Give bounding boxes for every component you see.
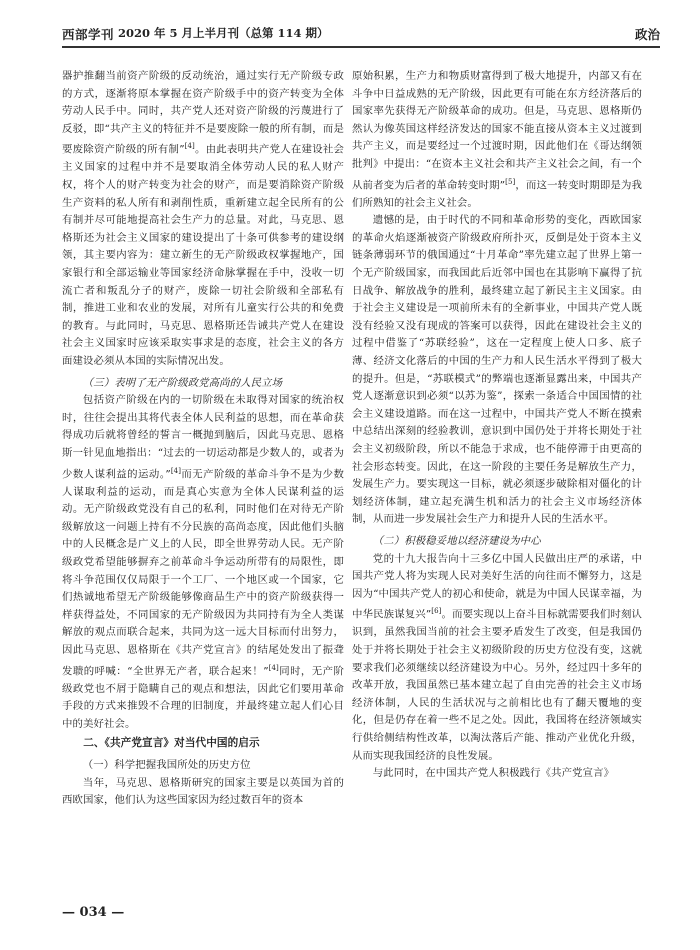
header-journal-info (62, 25, 329, 46)
paragraph: 与此同时，在中国共产党人积极践行《共产党宣言》 (372, 767, 615, 780)
issue-info: 2020 年 5 月上半月刊（总第 114 期） (118, 26, 329, 40)
paragraph: 当年，马克思、恩格斯研究的国家主要是以英国为首的西欧国家，他们认为这些国家因为经过数百年的资本 (62, 776, 344, 807)
citation[interactable]: [4] (170, 466, 182, 475)
paragraph: 党的十九大报告向十三多亿中国人民做出庄严的承诺，中国共产党人将为实现人民对美好生活的向往而不懈努力，这是因为“中国共产党人的初心和使命，就是为中国人民谋幸福，为中华民族谋复兴”[6]。而要实现以上奋斗目标就需要我们时刻认识到，虽然我国当前的社会主要矛盾发生了改变，但是我国仍处于并将长期处于社会主义初级阶段的历史方位没有变，这就要求我们必须继续以经济建设为中心。另外，经过四十多年的改革开放，我国虽然已基本建立起了自由完善的社会主义市场经济体制，人民的生活状况与之前相比也有了翻天覆地的变化，但是仍存在着一些不足之处。因此，我国将在经济领域实行供给侧结构性改革，以淘汰落后产能、推动产业优化升级，从而实现我国经济的良性发展。 (352, 552, 642, 762)
citation[interactable]: [4] (184, 142, 195, 151)
paragraph: 包括资产阶级在内的一切阶级在未取得对国家的统治权时，往往会提出其将代表全体人民利益的思想，而在革命获得成功后就将曾经的誓言一概抛到脑后，因此马克思、恩格斯一针见血地指出：“过去的一切运动都是少数人的，或者为少数人谋利益的运动。”[4]而无产阶级的革命斗争不是为少数人谋取利益的运动，而是真心实意为全体人民谋利益的运动。无产阶级政党没有自己的私利，同时他们在对待无产阶级解放这一问题上持有不分民族的高尚态度，因此他们头脑中的人民概念是广义上的人民，即全世界劳动人民。无产阶级政党希望能够摒弃之前革命斗争运动所带有的局限性，即将斗争范围仅仅局限于一个工厂、一个地区或一个国家，它们热诚地希望无产阶级能够像商品生产中的资产阶级获得一样获得益处，不同国家的无产阶级因为共同持有为全人类谋解放的观点而联合起来，共同为这一远大目标而付出努力，因此马克思、恩格斯在《共产党宣言》的结尾处发出了振聋发聩的呼喊：“全世界无产者，联合起来！”[4]同时，无产阶级政党也不屑于隐瞒自己的观点和想法，因此它们要用革命手段的方式来推毁不合理的旧制度，并最终建立起人们心目中的美好社会。 (62, 394, 344, 730)
paragraph: 遗憾的是，由于时代的不同和革命形势的变化，西欧国家的革命火焰逐渐被资产阶级政府所扑灭，反倒是处于资本主义链条薄弱环节的俄国通过“十月革命”率先建立起了世界上第一个无产阶级国家，而我国此后近邻中国也在其影响下赢得了抗日战争、解放战争的胜利，最终建立起了新民主主义国家。由于社会主义建设是一项前所未有的全新事业，中国共产党人既没有经验又没有现成的答案可以获得，因此在建设社会主义的过程中借鉴了“苏联经验”，这在一定程度上使人口多、底子薄、经济文化落后的中国的生产力和人民生活水平得到了极大的提升。但是，“苏联模式”的弊端也逐渐显露出来，中国共产党人逐渐意识到必须“以苏为鉴”，探索一条适合中国国情的社会主义建设道路。而在这一过程中，中国共产党人不断在摸索中总结出深刻的经验教训，意识到中国仍处于并将长期处于社会主义初级阶段，所以不能急于求成，也不能停滞于由更高的社会形态转变。因此，在这一阶段的主要任务是解放生产力，发展生产力。要实现这一目标，就必须逐步破除相对僵化的计划经济体制，建立起充满生机和活力的社会主义市场经济体制，从而进一步发展社会生产力和提升人民的生活水平。 (352, 214, 642, 526)
left-column (62, 68, 344, 810)
citation[interactable]: [6] (431, 607, 442, 616)
citation[interactable]: [5] (505, 177, 516, 186)
right-column (352, 68, 642, 783)
citation[interactable]: [4] (268, 663, 279, 672)
subsection-heading: （三）表明了无产阶级政党高尚的人民立场 (82, 376, 283, 389)
paragraph: 原始积累，生产力和物质财富得到了极大地提升，内部又有在斗争中日益成熟的无产阶级，因此更有可能在东方经济落后的国家率先获得无产阶级革命的成功。但是，马克思、恩格斯仍然认为像英国这样经济发达的国家不能直接从资本主义过渡到共产主义，而是要经过一个过渡时期，因此他们在《哥达纲领批判》中提出：“在资本主义社会和共产主义社会之间，有一个从前者变为后者的革命转变时期”[5]，而这一转变时期即是为我们所熟知的社会主义社会。 (352, 70, 643, 209)
section-heading: 二、《共产党宣言》对当代中国的启示 (83, 737, 260, 750)
section-label: 政治 (634, 27, 660, 42)
subsection-heading: （二）积极稳妥地以经济建设为中心 (372, 534, 541, 547)
journal-name: 西部学刊 (62, 27, 115, 42)
subsection-heading: （一）科学把握我国所处的历史方位 (82, 758, 251, 771)
paragraph: 器护推翻当前资产阶级的反动统治，通过实行无产阶级专政的方式，逐渐将原本掌握在资产阶级手中的资产转变为全体劳动人民手中。同时，共产党人还对资产阶级的污蔑进行了反驳，即“共产主义的特征并不是要废除一般的所有制，而是要废除资产阶级的所有制”[4]。由此表明共产党人在建设社会主义国家的过程中并不是要取消全体劳动人民的私人财产权，将个人的财产转变为社会的财产，而是要消除资产阶级生产资料的私人所有和剥削性质，重新建立起全民所有的公有制并尽可能地提高社会生产力的总量。对此，马克思、恩格斯还为社会主义国家的建设提出了十条可供参考的建设纲领，其主要内容为：建立新生的无产阶级政权掌握地产，国家银行和全部运输业等国家经济命脉掌握在手中，没收一切流亡者和叛乱分子的财产，废除一切社会阶级和全部私有制，推进工业和农业的发展，对所有儿童实行公共的和免费的教育。与此同时，马克思、恩格斯还告诫共产党人在建设社会主义国家时应该采取实事求是的态度，社会主义的各方面建设必须从本国的实际情况出发。 (62, 70, 344, 367)
page-number: — 034 — (62, 905, 125, 920)
running-header (62, 22, 660, 48)
